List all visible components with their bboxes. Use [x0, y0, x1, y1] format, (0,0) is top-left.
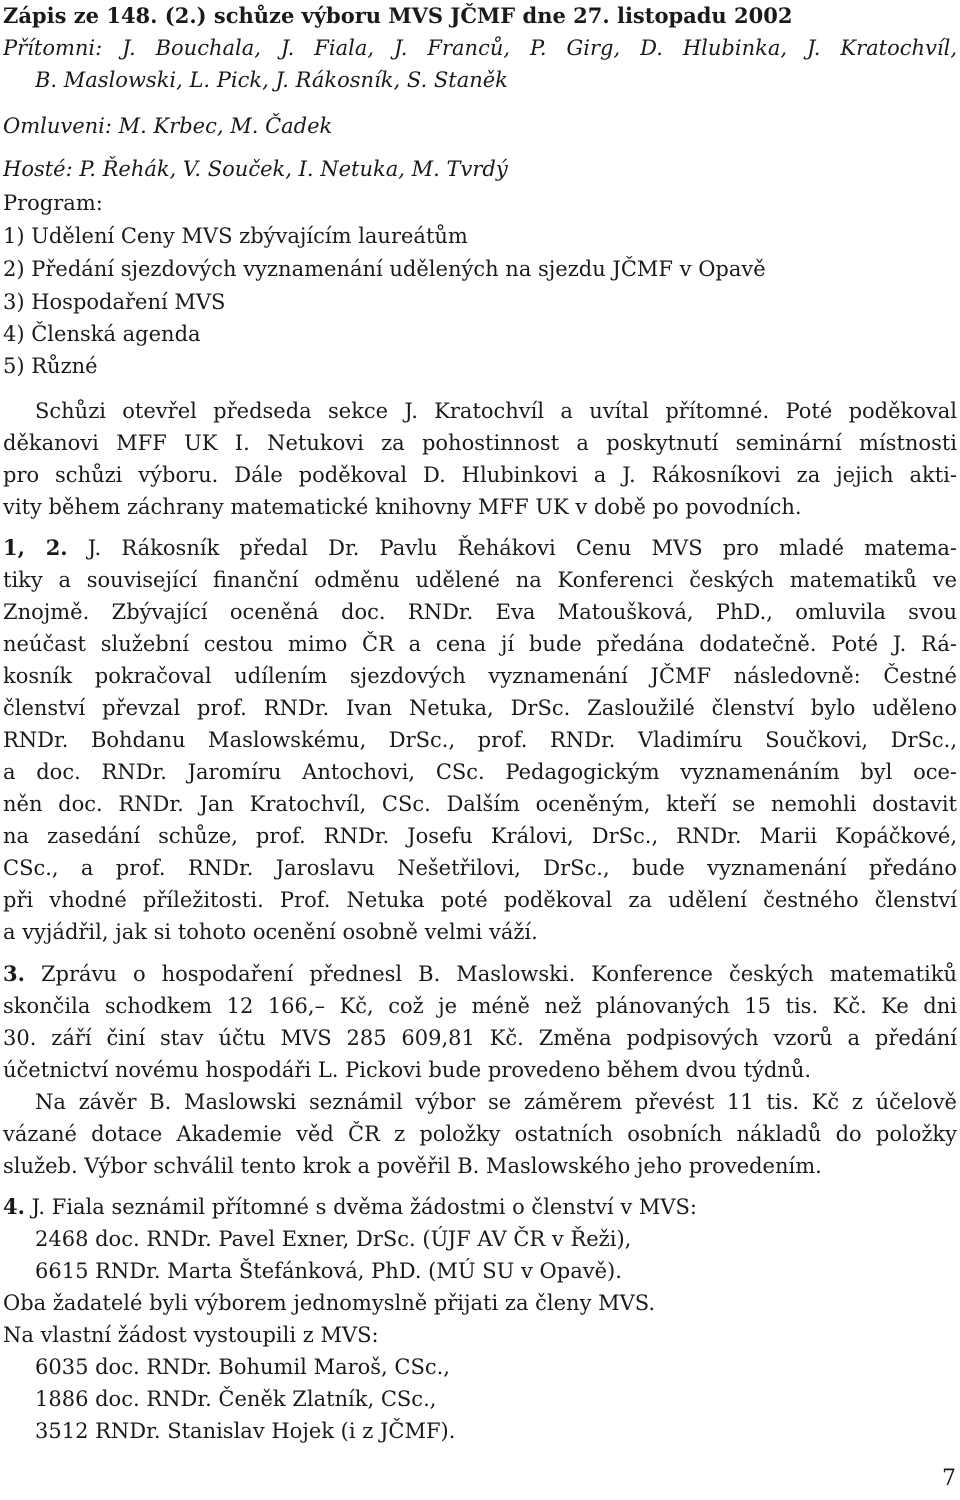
program-item: 4) Členská agenda: [3, 322, 201, 346]
paragraph-line: něn doc. RNDr. Jan Kratochvíl, CSc. Dalším oceněným, kteří se nemohli dostavit: [3, 792, 957, 816]
leaving-member-line: 1886 doc. RNDr. Čeněk Zlatník, CSc.,: [35, 1387, 437, 1411]
section-4-first-line: 4. J. Fiala seznámil přítomné s dvěma žádostmi o členství v MVS:: [3, 1194, 697, 1219]
guests-line: Hosté: P. Řehák, V. Souček, I. Netuka, M. Tvrdý: [3, 157, 508, 181]
program-item: 1) Udělení Ceny MVS zbývajícím laureátům: [3, 224, 468, 248]
leaving-member-line: 6035 doc. RNDr. Bohumil Maroš, CSc.,: [35, 1355, 450, 1379]
paragraph-line: Znojmě. Zbývající oceněná doc. RNDr. Eva Matoušková, PhD., omluvila svou: [3, 600, 957, 624]
paragraph-line: při vhodné příležitosti. Prof. Netuka poté poděkoval za udělení čestného členství: [3, 888, 957, 912]
paragraph-line: neúčast služební cestou mimo ČR a cena jí bude předána dodatečně. Poté J. Rá-: [3, 632, 957, 656]
excused-line: Omluveni: M. Krbec, M. Čadek: [3, 114, 333, 138]
intro-line: děkanovi MFF UK I. Netukovi za pohostinnost a poskytnutí seminární místnosti: [3, 431, 957, 455]
minutes-title: Zápis ze 148. (2.) schůze výboru MVS JČMF dne 27. listopadu 2002: [3, 3, 793, 28]
section-label: 1, 2.: [3, 535, 68, 560]
paragraph-line: a doc. RNDr. Jaromíru Antochovi, CSc. Pedagogickým vyznamenáním byl oce-: [3, 760, 957, 784]
paragraph-line: RNDr. Bohdanu Maslowskému, DrSc., prof. RNDr. Vladimíru Součkovi, DrSc.,: [3, 728, 957, 752]
section-label: 4.: [3, 1194, 25, 1219]
paragraph-line: na zasedání schůze, prof. RNDr. Josefu Královi, DrSc., RNDr. Marii Kopáčkové,: [3, 824, 957, 848]
paragraph-line: tiky a související finanční odměnu udělené na Konferenci českých matematiků ve: [3, 568, 957, 592]
section-1-2-first-line: 1, 2. J. Rákosník předal Dr. Pavlu Řehákovi Cenu MVS pro mladé matema-: [3, 535, 957, 560]
section-3-first-line: 3. Zprávu o hospodaření přednesl B. Maslowski. Konference českých matematiků: [3, 961, 957, 986]
paragraph-line: vázané dotace Akademie věd ČR z položky ostatních osobních nákladů do položky: [3, 1122, 957, 1146]
applicant-line: 2468 doc. RNDr. Pavel Exner, DrSc. (ÚJF AV ČR v Řeži),: [35, 1227, 632, 1251]
accepted-line: Oba žadatelé byli výborem jednomyslně přijati za členy MVS.: [3, 1291, 656, 1315]
intro-line: Schůzi otevřel předseda sekce J. Kratochvíl a uvítal přítomné. Poté poděkoval: [35, 399, 957, 423]
paragraph-line: členství převzal prof. RNDr. Ivan Netuka, DrSc. Zasloužilé členství bylo uděleno: [3, 696, 957, 720]
section-label: 3.: [3, 961, 25, 986]
intro-line: vity během záchrany matematické knihovny MFF UK v době po povodních.: [3, 495, 802, 519]
page-number: 7: [942, 1466, 956, 1491]
paragraph-line: skončila schodkem 12 166,– Kč, což je méně než plánovaných 15 tis. Kč. Ke dni: [3, 994, 957, 1018]
paragraph-line: kosník pokračoval udílením sjezdových vyznamenání JČMF následovně: Čestné: [3, 664, 957, 688]
paragraph-line: účetnictví novému hospodáři L. Pickovi bude provedeno během dvou týdnů.: [3, 1058, 812, 1082]
program-item: 2) Předání sjezdových vyznamenání udělených na sjezdu JČMF v Opavě: [3, 257, 766, 281]
paragraph-line: služeb. Výbor schválil tento krok a pověřil B. Maslowského jeho provedením.: [3, 1154, 822, 1178]
paragraph-line: a vyjádřil, jak si tohoto ocenění osobně velmi váží.: [3, 920, 538, 944]
program-item: 5) Různé: [3, 354, 98, 378]
leaving-heading: Na vlastní žádost vystoupili z MVS:: [3, 1323, 379, 1347]
leaving-member-line: 3512 RNDr. Stanislav Hojek (i z JČMF).: [35, 1419, 456, 1443]
paragraph-line: Na závěr B. Maslowski seznámil výbor se záměrem převést 11 tis. Kč z účelově: [35, 1090, 957, 1114]
paragraph-line: 30. září činí stav účtu MVS 285 609,81 Kč. Změna podpisových vzorů a předání: [3, 1026, 957, 1050]
paragraph-line: CSc., a prof. RNDr. Jaroslavu Nešetřilovi, DrSc., bude vyznamenání předáno: [3, 856, 957, 880]
attendees-line-1: Přítomni: J. Bouchala, J. Fiala, J. Franců, P. Girg, D. Hlubinka, J. Kratochvíl,: [3, 36, 957, 60]
attendees-line-2: B. Maslowski, L. Pick, J. Rákosník, S. Staněk: [35, 68, 508, 92]
program-item: 3) Hospodaření MVS: [3, 290, 226, 314]
intro-line: pro schůzi výboru. Dále poděkoval D. Hlubinkovi a J. Rákosníkovi za jejich akti-: [3, 463, 957, 487]
applicant-line: 6615 RNDr. Marta Štefánková, PhD. (MÚ SU v Opavě).: [35, 1259, 622, 1283]
program-heading: Program:: [3, 191, 103, 215]
